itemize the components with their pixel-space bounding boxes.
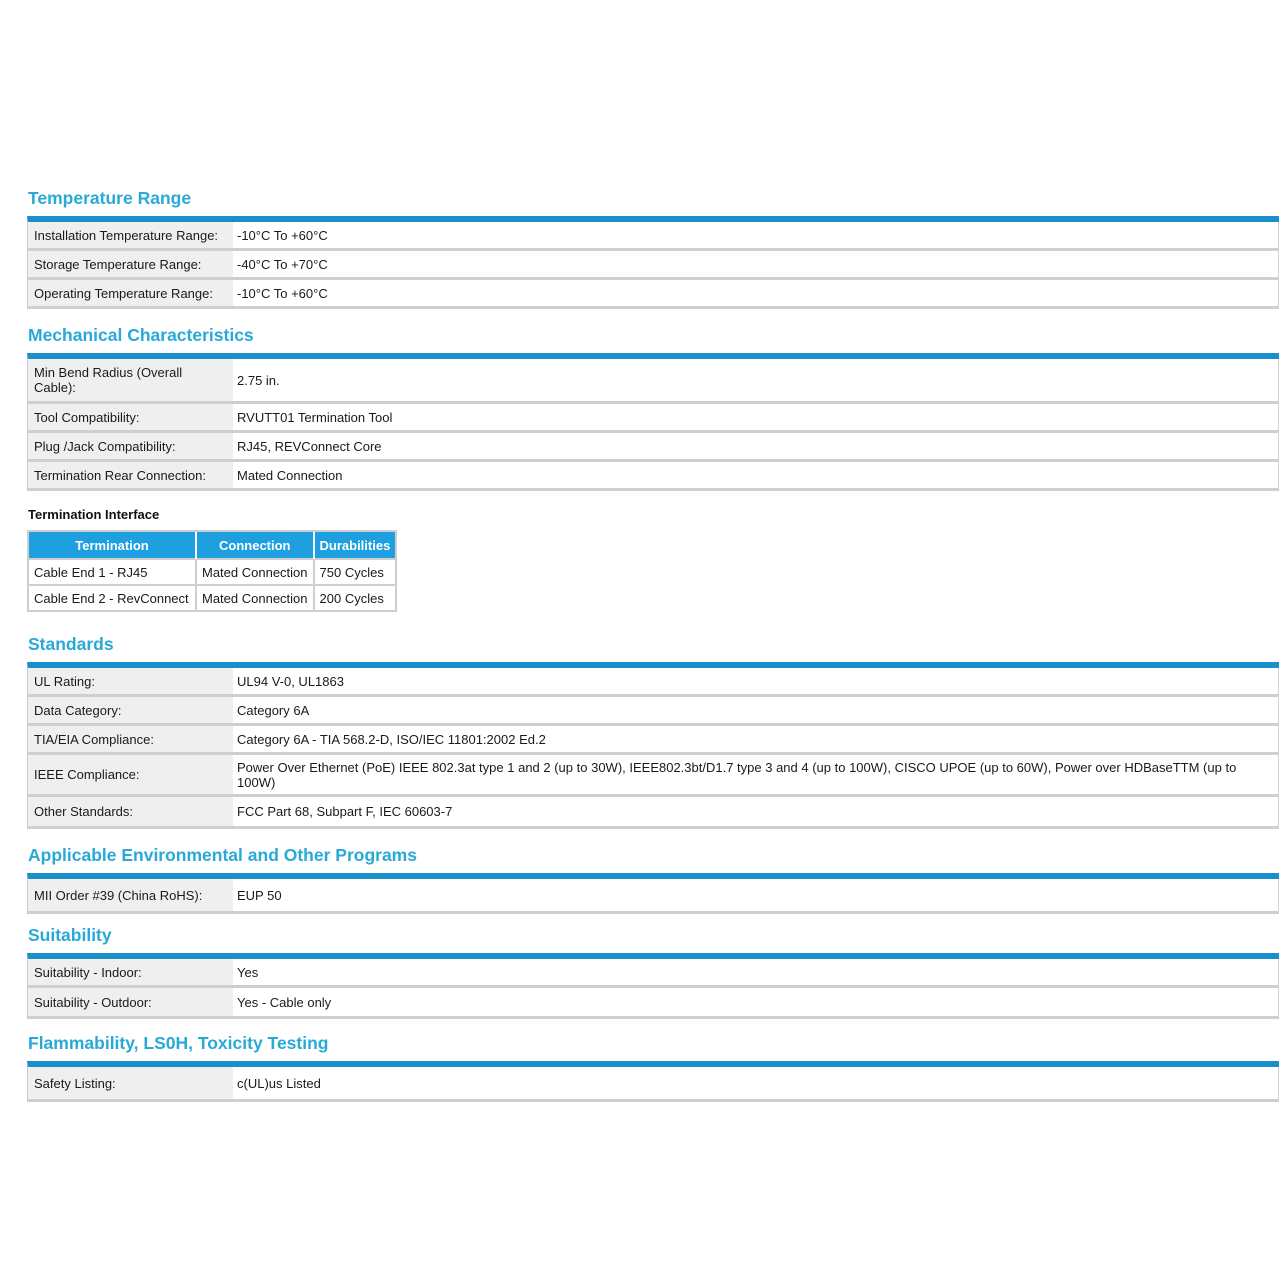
- spec-row-termination-rear-connection: [28, 462, 1279, 491]
- spec-row-ul-rating: [28, 668, 1279, 697]
- spec-row-installation-temperature: [28, 222, 1279, 251]
- section-title-suitability: Suitability: [28, 925, 112, 945]
- spec-row-operating-temperature: [28, 280, 1279, 309]
- spec-label: Suitability - Outdoor:: [28, 988, 233, 1016]
- flammability-table: [27, 1061, 1279, 1102]
- section-title-temperature: Temperature Range: [28, 188, 192, 208]
- suitability-table: [27, 953, 1279, 1019]
- table-cell: Mated Connection: [197, 586, 315, 610]
- spec-value: Yes: [237, 964, 259, 980]
- spec-value: Category 6A: [237, 702, 310, 718]
- spec-value: -40°C To +70°C: [237, 256, 328, 272]
- table-row: [29, 586, 395, 610]
- spec-label: Storage Temperature Range:: [28, 251, 233, 277]
- spec-value: -10°C To +60°C: [237, 285, 328, 301]
- termination-interface-table: [27, 530, 397, 612]
- spec-label: Min Bend Radius (Overall Cable):: [28, 359, 233, 401]
- spec-row-china-rohs: [28, 879, 1279, 914]
- section-title-standards: Standards: [28, 634, 114, 654]
- spec-row-data-category: [28, 697, 1279, 726]
- spec-row-storage-temperature: [28, 251, 1279, 280]
- spec-value: -10°C To +60°C: [237, 227, 328, 243]
- spec-value: Yes - Cable only: [237, 994, 332, 1010]
- spec-label: Termination Rear Connection:: [28, 462, 233, 488]
- mechanical-table: [27, 353, 1279, 491]
- column-header-connection: Connection: [197, 532, 315, 560]
- spec-label: Plug /Jack Compatibility:: [28, 433, 233, 459]
- spec-value: RVUTT01 Termination Tool: [237, 409, 393, 425]
- section-title-mechanical: Mechanical Characteristics: [28, 325, 254, 345]
- table-cell: Cable End 2 - RevConnect: [29, 586, 197, 610]
- spec-row-tool-compatibility: [28, 404, 1279, 433]
- spec-row-tia-eia-compliance: [28, 726, 1279, 755]
- spec-label: Installation Temperature Range:: [28, 222, 233, 248]
- spec-value: FCC Part 68, Subpart F, IEC 60603-7: [237, 804, 453, 819]
- spec-value: RJ45, REVConnect Core: [237, 438, 382, 454]
- spec-row-plug-jack-compatibility: [28, 433, 1279, 462]
- standards-table: [27, 662, 1279, 829]
- spec-label: IEEE Compliance:: [28, 755, 233, 794]
- spec-value: 2.75 in.: [237, 372, 280, 388]
- spec-label: Operating Temperature Range:: [28, 280, 233, 306]
- column-header-durabilities: Durabilities: [315, 532, 396, 560]
- spec-value: c(UL)us Listed: [237, 1075, 321, 1091]
- column-header-termination: Termination: [29, 532, 197, 560]
- spec-label: Tool Compatibility:: [28, 404, 233, 430]
- table-cell: 200 Cycles: [315, 586, 396, 610]
- spec-label: Suitability - Indoor:: [28, 959, 233, 985]
- table-cell: Mated Connection: [197, 560, 315, 586]
- spec-row-ieee-compliance: [28, 755, 1279, 797]
- spec-label: Safety Listing:: [28, 1067, 233, 1099]
- table-cell: Cable End 1 - RJ45: [29, 560, 197, 586]
- spec-value: Mated Connection: [237, 467, 343, 483]
- table-header-row: [29, 532, 395, 560]
- spec-label: Other Standards:: [28, 797, 233, 826]
- spec-row-min-bend-radius: [28, 359, 1279, 404]
- spec-label: MII Order #39 (China RoHS):: [28, 879, 233, 911]
- spec-value: UL94 V-0, UL1863: [237, 673, 344, 689]
- section-title-environmental: Applicable Environmental and Other Programs: [28, 845, 417, 865]
- spec-value: Power Over Ethernet (PoE) IEEE 802.3at type 1 and 2 (up to 30W), IEEE802.3bt/D1.7 type 3 and 4 (up to 100W), CISCO UPOE (up to 60W), Power over HDBaseTTM (up to 100W): [237, 759, 1237, 790]
- spec-row-other-standards: [28, 797, 1279, 829]
- table-cell: 750 Cycles: [315, 560, 396, 586]
- spec-row-suitability-outdoor: [28, 988, 1279, 1019]
- temperature-table: [27, 216, 1279, 309]
- termination-interface-title: Termination Interface: [28, 507, 160, 522]
- spec-row-safety-listing: [28, 1067, 1279, 1102]
- environmental-table: [27, 873, 1279, 914]
- spec-label: UL Rating:: [28, 668, 233, 694]
- table-row: [29, 560, 395, 586]
- spec-label: TIA/EIA Compliance:: [28, 726, 233, 752]
- spec-row-suitability-indoor: [28, 959, 1279, 988]
- section-title-flammability: Flammability, LS0H, Toxicity Testing: [28, 1033, 329, 1053]
- spec-value: Category 6A - TIA 568.2-D, ISO/IEC 11801:2002 Ed.2: [237, 731, 546, 747]
- spec-label: Data Category:: [28, 697, 233, 723]
- spec-value: EUP 50: [237, 887, 282, 903]
